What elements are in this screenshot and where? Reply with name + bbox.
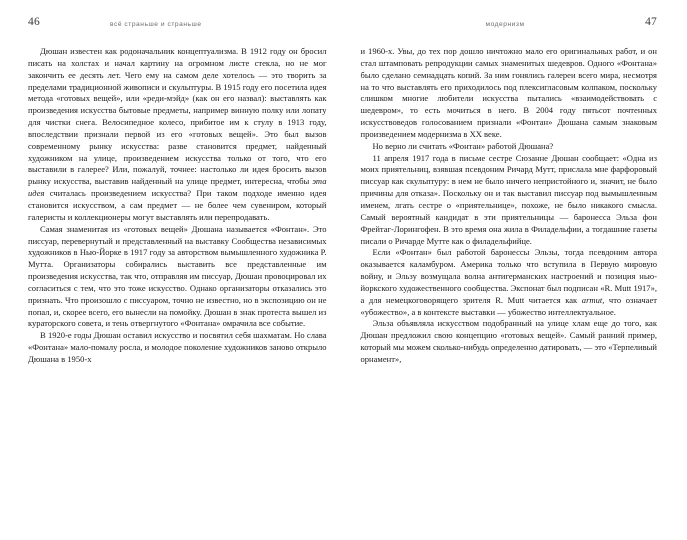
paragraph-text-continued: », а для немецкоговорящего зрителя: [360, 282, 657, 305]
signature-name: R. Mutt: [495, 294, 525, 305]
paragraph: Самая знаменитая из «готовых вещей» Дюшана называется «Фонтан». Это писсуар, перевернутый и представленный на выставку Сообщества независимых художников в Нью-Йорке в 1917 году за авторством вымышленного художника Р. Мутта. Организаторы собирались выставить все представленные им произведения искусства, так что, отправляя им писсуар, Дюшан провоцировал их согласиться с тем, что это тоже искусство. Однако организаторы отказались это признать. Что произошло с писсуаром, точно не известно, но в экспозицию он не попал, и, скорее всего, его вынесли на помойку. Дюшан в знак протеста вышел из кураторского совета, и тень отвергнутого «Фонтана» омрачила все событие.: [28, 223, 327, 329]
running-head-title-left: всё страньше и страньше: [110, 21, 202, 28]
paragraph-text-continued: считалась произведением искусства? При таком подходе именно идея становится искусством, а сам предмет — не более чем сувениром, который галеристы и коллекционеры могут выставлять или перепродавать.: [28, 188, 327, 222]
paragraph: Эльза объявляла искусством подобранный на улице хлам еще до того, как Дюшан предложил свою концепцию «готовых вещей». Самый ранний пример, который мы можем сколько-нибудь определенно датировать, — это «Терпеливый орнамент»,: [360, 318, 657, 364]
paragraph: Но верно ли считать «Фонтан» работой Дюшана?: [372, 140, 554, 151]
paragraph-text-continued: читается как: [524, 294, 582, 305]
running-head-right: [361, 0, 658, 46]
paragraph-text-continued: , что означает «убожество», а в контексте выставки — убожество интеллектуальное.: [360, 294, 657, 317]
emphasized-word: armut: [581, 294, 603, 305]
running-head-left: [28, 0, 327, 46]
page-right: [344, 0, 687, 540]
page-number-left: 46: [28, 16, 40, 28]
paragraph: и 1960-х. Увы, до тех пор дошло ничтожно мало его оригинальных работ, и он стал штамповать репродукции самых знаменитых шедевров. Одного «Фонтана» было сделано семнадцать копий. За ним гонялись галереи всего мира, несмотря на то что выставлять его приходилось под плексигласовым колпаком, поскольку слишком многие любители искусства пытались «взаимодействовать с шедевром», то есть мочиться в него. В 2004 году пятьсот почтенных искусствоведов голосованием признали «Фонтан» Дюшана самым знаковым произведением модернизма в XX веке.: [360, 46, 657, 139]
body-column-left: [28, 46, 327, 366]
paragraph-text: Если «Фонтан» был работой баронессы Эльзы, тогда псевдоним автора оказывается каламбуром. Америка только что вступила в Первую мировую войну, и Эльзу возмущала волна антигерманских настроений и позиция нью-йоркского художественного сообщества. Экспонат был подписан «: [360, 247, 657, 293]
signature-text: R. Mutt 1917: [604, 282, 651, 293]
emphasized-phrase: эта идея: [28, 176, 327, 199]
running-head-title-right: модернизм: [485, 21, 525, 28]
body-column-right: [361, 46, 658, 366]
page-number-right: 47: [645, 16, 657, 28]
paragraph: [361, 247, 658, 318]
paragraph: В 1920-е годы Дюшан оставил искусство и посвятил себя шахматам. Но слава «Фонтана» мало-помалу росла, и молодое поколение художников заново открыло Дюшана в 1950-х: [28, 330, 327, 364]
paragraph: [28, 46, 327, 224]
paragraph: 11 апреля 1917 года в письме сестре Сюзанне Дюшан сообщает: «Одна из моих приятельниц, взявшая псевдоним Ричард Мутт, прислала мне фарфоровый писсуар как скульптуру: в нем не было ничего непристойного и, значит, не было причины для отказа». Поскольку он и так выставил писсуар под вымышленным именем, лгать сестре о «приятельнице», похоже, не было никакого смысла. Самый вероятный кандидат в эти приятельницы — баронесса Эльза фон Фрейтаг-Лорингофен. В это время она жила в Филадельфии, а тогдашние газеты писали о Ричарде Мутте как о филадельфийце.: [360, 152, 657, 246]
paragraph-text: Дюшан известен как родоначальник концептуализма. В 1912 году он бросил писать на холстах и начал картину на огромном листе стекла, но не мог закончить ее десять лет. Чего ему на самом деле хотелось — это творить за пределами традиционной живописи и скульптуры. В 1915 году его посетила идея метода «готовых вещей», или «реди-мэйд» (как он его назвал): выставлять как произведения искусства бытовые предметы, например винную полку или лопату для чистки снега. Велосипедное колесо, прибитое им к стулу в 1913 году, впоследствии признали первой из его «готовых вещей». Это был вызов современному рынку искусства: разве становится предмет, найденный художником на улице, произведением искусства только от того, что его выставили в галерее? Или, пожалуй, точнее: настолько ли идея бросить вызов рынку искусства, выставив найденный на улице предмет, интересна, чтобы: [28, 46, 327, 187]
